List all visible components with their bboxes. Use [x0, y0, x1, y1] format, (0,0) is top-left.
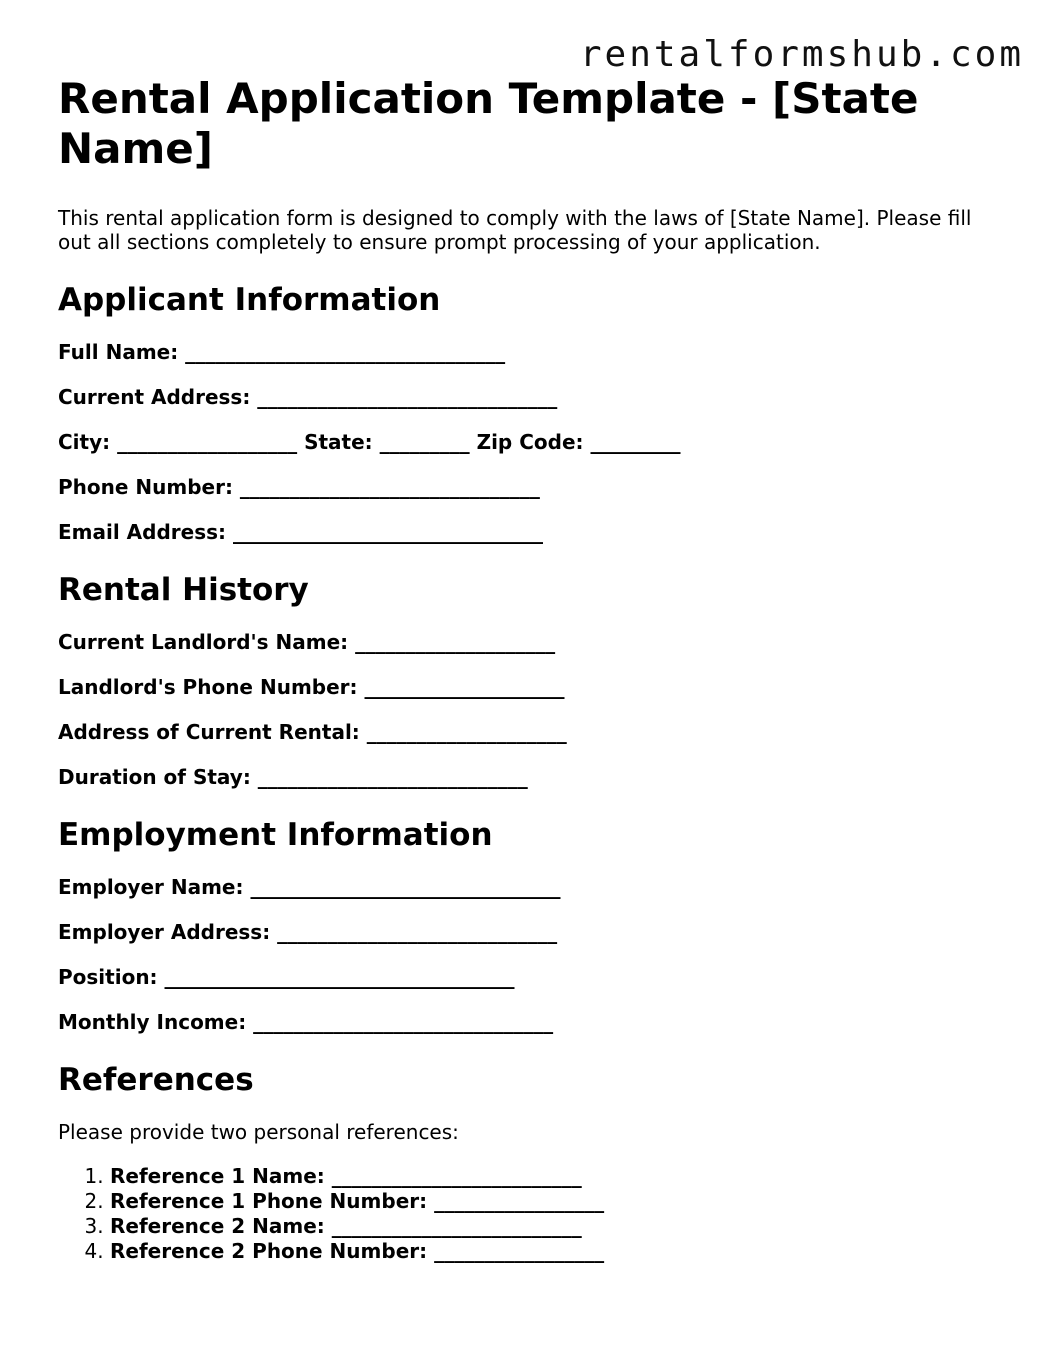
- phone-number-field[interactable]: Phone Number: ______________________________: [58, 475, 540, 499]
- list-item: [110, 1239, 1008, 1264]
- employer-address-field[interactable]: Employer Address: ____________________________: [58, 920, 558, 944]
- city-field[interactable]: City: __________________: [58, 430, 298, 454]
- reference-2-phone-field[interactable]: Reference 2 Phone Number: _________________: [110, 1239, 605, 1263]
- state-field[interactable]: State: _________: [304, 430, 470, 454]
- landlord-phone-field[interactable]: Landlord's Phone Number: ____________________: [58, 675, 565, 699]
- reference-1-phone-field[interactable]: Reference 1 Phone Number: _________________: [110, 1189, 605, 1213]
- list-item: [110, 1214, 1008, 1239]
- page-title: Rental Application Template - [State Name]: [58, 74, 919, 173]
- reference-2-name-field[interactable]: Reference 2 Name: _________________________: [110, 1214, 582, 1238]
- duration-of-stay-field[interactable]: Duration of Stay: ___________________________: [58, 765, 528, 789]
- section-heading-references: References: [58, 1062, 254, 1098]
- email-address-field[interactable]: Email Address: _______________________________: [58, 520, 543, 544]
- landlord-name-field[interactable]: Current Landlord's Name: ____________________: [58, 630, 556, 654]
- rental-address-field[interactable]: Address of Current Rental: ____________________: [58, 720, 567, 744]
- city-state-zip-row: [58, 430, 1008, 454]
- references-intro: Please provide two personal references:: [58, 1120, 459, 1144]
- zip-code-field[interactable]: Zip Code: _________: [476, 430, 681, 454]
- intro-paragraph: This rental application form is designed to comply with the laws of [State Name]. Please fill out all sections completely to ensure prompt processing of your application.: [58, 206, 972, 254]
- rental-application-document: [58, 74, 1008, 1264]
- monthly-income-field[interactable]: Monthly Income: ______________________________: [58, 1010, 554, 1034]
- references-list: [58, 1164, 1008, 1264]
- list-item: [110, 1164, 1008, 1189]
- site-watermark: rentalformshub.com: [579, 34, 1024, 75]
- employer-name-field[interactable]: Employer Name: _______________________________: [58, 875, 561, 899]
- section-heading-employment: Employment Information: [58, 817, 493, 853]
- current-address-field[interactable]: Current Address: ______________________________: [58, 385, 558, 409]
- full-name-field[interactable]: Full Name: ________________________________: [58, 340, 506, 364]
- reference-1-name-field[interactable]: Reference 1 Name: _________________________: [110, 1164, 582, 1188]
- section-heading-applicant: Applicant Information: [58, 282, 441, 318]
- section-heading-rental-history: Rental History: [58, 572, 309, 608]
- list-item: [110, 1189, 1008, 1214]
- position-field[interactable]: Position: ___________________________________: [58, 965, 515, 989]
